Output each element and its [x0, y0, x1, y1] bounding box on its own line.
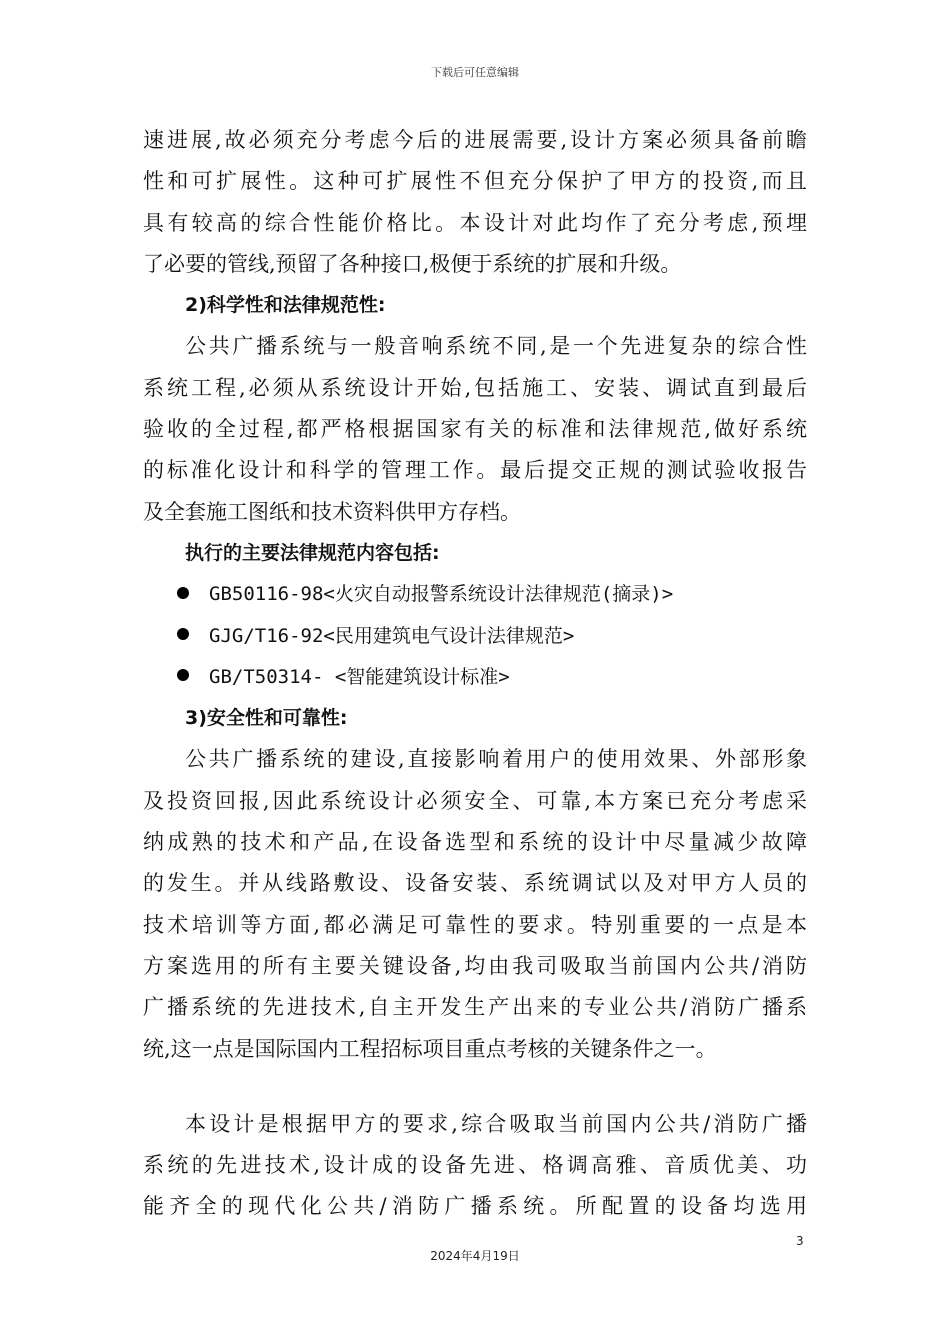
text-line: 方案选用的所有主要关键设备,均由我司吸取当前国内公共/消防 — [143, 953, 807, 978]
bullet-icon — [177, 587, 189, 599]
text-line: 技术培训等方面,都必满足可靠性的要求。特别重要的一点是本 — [143, 912, 807, 937]
footer-date: 2024年4月19日 — [430, 1249, 520, 1263]
document-body — [143, 120, 807, 1228]
section-heading-scientific: 2)科学性和法律规范性: — [185, 294, 386, 317]
text-line: 性和可扩展性。这种可扩展性不但充分保护了甲方的投资,而且 — [143, 169, 807, 194]
text-line: 广播系统的先进技术,自主开发生产出来的专业公共/消防广播系 — [143, 995, 807, 1020]
text-line: 纳成熟的技术和产品,在设备选型和系统的设计中尽量减少故障 — [143, 830, 807, 855]
text-line: 及全套施工图纸和技术资料供甲方存档。 — [143, 499, 521, 524]
text-line: 具有较高的综合性能价格比。本设计对此均作了充分考虑,预埋 — [143, 210, 807, 235]
bullet-icon — [177, 669, 189, 681]
text-line: 系统的先进技术,设计成的设备先进、格调高雅、音质优美、功 — [143, 1153, 807, 1178]
text-line: 公共广播系统的建设,直接影响着用户的使用效果、外部形象 — [185, 747, 807, 772]
text-line: 系统工程,必须从系统设计开始,包括施工、安装、调试直到最后 — [143, 375, 807, 400]
paragraph-safety — [143, 739, 807, 1069]
section-heading-safety: 3)安全性和可靠性: — [185, 707, 348, 730]
text-line: 验收的全过程,都严格根据国家有关的标准和法律规范,做好系统 — [143, 417, 807, 442]
paragraph-gap — [143, 1070, 807, 1104]
paragraph-expandability — [143, 120, 807, 285]
standard-text: GB50116-98<火灾自动报警系统设计法律规范(摘录)> — [209, 583, 674, 606]
text-line: 及投资回报,因此系统设计必须安全、可靠,本方案已充分考虑采 — [143, 788, 807, 813]
standards-list — [143, 574, 807, 698]
list-item — [143, 657, 807, 698]
standard-text: GB/T50314- <智能建筑设计标准> — [209, 665, 510, 688]
text-line: 的标准化设计和科学的管理工作。最后提交正规的测试验收报告 — [143, 458, 807, 483]
page-header: 下载后可任意编辑 — [431, 66, 519, 79]
text-line: 本设计是根据甲方的要求,综合吸取当前国内公共/消防广播 — [185, 1111, 807, 1136]
list-item — [143, 616, 807, 657]
text-line: 速进展,故必须充分考虑今后的进展需要,设计方案必须具备前瞻 — [143, 128, 807, 152]
text-line: 能齐全的现代化公共/消防广播系统。所配置的设备均选用 — [143, 1194, 807, 1219]
bullet-icon — [177, 628, 189, 640]
standard-text: GJG/T16-92<民用建筑电气设计法律规范> — [209, 624, 575, 647]
standards-heading: 执行的主要法律规范内容包括: — [185, 541, 440, 564]
text-line: 了必要的管线,预留了各种接口,极便于系统的扩展和升级。 — [143, 251, 682, 276]
page-number: 3 — [796, 1234, 804, 1248]
text-line: 统,这一点是国际国内工程招标项目重点考核的关键条件之一。 — [143, 1036, 717, 1061]
text-line: 公共广播系统与一般音响系统不同,是一个先进复杂的综合性 — [185, 334, 807, 359]
paragraph-scientific — [143, 326, 807, 532]
paragraph-design-summary — [143, 1104, 807, 1228]
text-line: 的发生。并从线路敷设、设备安装、系统调试以及对甲方人员的 — [143, 871, 807, 896]
list-item — [143, 574, 807, 615]
